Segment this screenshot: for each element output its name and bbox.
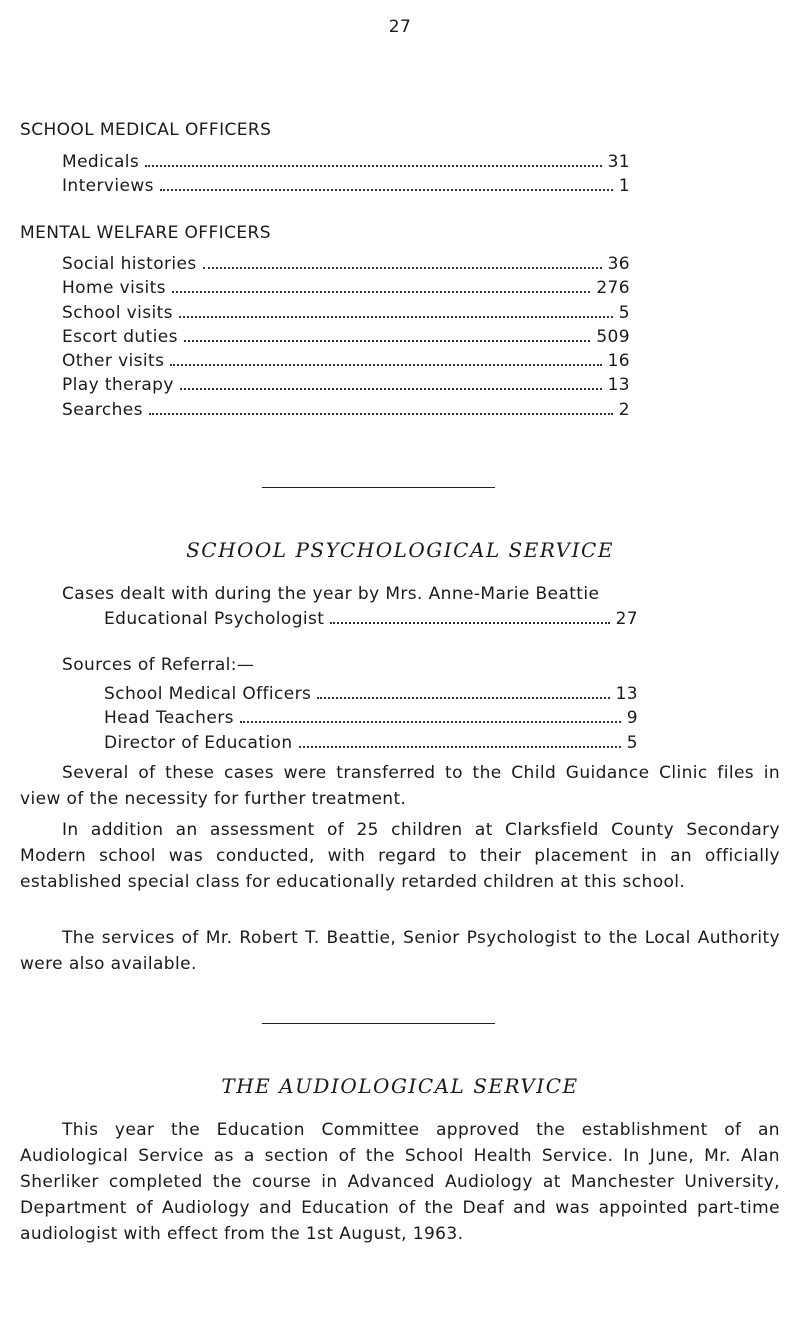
list-item xyxy=(104,708,638,732)
list-item xyxy=(104,609,638,633)
list-item xyxy=(62,176,630,200)
dot-leader xyxy=(240,721,621,723)
item-label: Home visits xyxy=(62,278,166,299)
section-divider xyxy=(262,1023,495,1024)
item-label: Social histories xyxy=(62,254,197,274)
list-item xyxy=(62,375,630,399)
dot-leader xyxy=(317,697,609,699)
item-label: Head Teachers xyxy=(104,708,234,729)
item-label: Educational Psychologist xyxy=(104,609,325,629)
dot-leader xyxy=(149,413,613,415)
list-item xyxy=(62,400,630,424)
item-value: 5 xyxy=(626,732,638,753)
section-divider xyxy=(262,487,495,488)
item-label: Escort duties xyxy=(62,326,178,347)
cases-total xyxy=(104,609,638,633)
audiological-service-title: THE AUDIOLOGICAL SERVICE xyxy=(221,1074,579,1098)
list-item xyxy=(62,351,630,375)
list-item xyxy=(62,152,630,176)
dot-leader xyxy=(179,316,613,318)
dot-leader xyxy=(145,165,601,167)
item-value: 9 xyxy=(626,708,638,729)
item-label: Medicals xyxy=(62,152,140,172)
list-item xyxy=(62,303,630,327)
item-value: 16 xyxy=(607,351,630,372)
audiological-paragraph: This year the Education Committee approved the establishment of an Audiological Service as a section of the School Health Service. In June, Mr. Alan Sherliker completed the course in Advanced Audiology at Manchester University, Department of Audiology and Education of the Deaf and was appointed part-time audiologist with effect from the 1st August, 1963. xyxy=(20,1120,780,1244)
mental-welfare-officers-heading: MENTAL WELFARE OFFICERS xyxy=(20,223,271,243)
item-value: 36 xyxy=(607,254,630,274)
dot-leader xyxy=(184,340,590,342)
dot-leader xyxy=(180,388,602,390)
item-value: 27 xyxy=(615,609,638,629)
item-value: 5 xyxy=(618,302,630,323)
item-label: Searches xyxy=(62,399,143,420)
mental-welfare-officers-list xyxy=(62,254,630,424)
dot-leader xyxy=(203,267,602,269)
dot-leader xyxy=(299,746,621,748)
referral-heading: Sources of Referral:— xyxy=(62,655,255,675)
dot-leader xyxy=(160,189,613,191)
cases-line: Cases dealt with during the year by Mrs. Anne-Marie Beattie xyxy=(62,584,600,604)
item-label: School visits xyxy=(62,302,173,323)
item-value: 509 xyxy=(596,326,630,347)
school-medical-officers-heading: SCHOOL MEDICAL OFFICERS xyxy=(20,120,272,140)
referral-list xyxy=(104,684,638,757)
page-number: 27 xyxy=(388,17,412,37)
psychological-service-title: SCHOOL PSYCHOLOGICAL SERVICE xyxy=(186,538,614,562)
transferred-paragraph: Several of these cases were transferred to the Child Guidance Clinic files in view of the necessity for further treatment. xyxy=(20,763,780,809)
assessment-paragraph: In addition an assessment of 25 children at Clarksfield County Secondary Modern school was conducted, with regard to their placement in an officially established special class for educationally retarded children at this school. xyxy=(20,820,780,892)
item-value: 13 xyxy=(607,375,630,396)
dot-leader xyxy=(330,622,609,624)
item-label: Interviews xyxy=(62,176,154,197)
services-paragraph: The services of Mr. Robert T. Beattie, Senior Psychologist to the Local Authority were also available. xyxy=(20,928,780,974)
item-value: 276 xyxy=(596,278,630,299)
item-value: 13 xyxy=(615,684,638,704)
list-item xyxy=(62,278,630,302)
dot-leader xyxy=(170,364,601,366)
item-label: School Medical Officers xyxy=(104,684,312,704)
list-item xyxy=(62,254,630,278)
list-item xyxy=(104,684,638,708)
item-label: Other visits xyxy=(62,351,165,372)
dot-leader xyxy=(172,291,590,293)
item-value: 2 xyxy=(618,399,630,420)
school-medical-officers-list xyxy=(62,152,630,201)
item-value: 31 xyxy=(607,152,630,172)
item-value: 1 xyxy=(618,176,630,197)
item-label: Director of Education xyxy=(104,732,293,753)
item-label: Play therapy xyxy=(62,375,174,396)
list-item xyxy=(104,733,638,757)
list-item xyxy=(62,327,630,351)
